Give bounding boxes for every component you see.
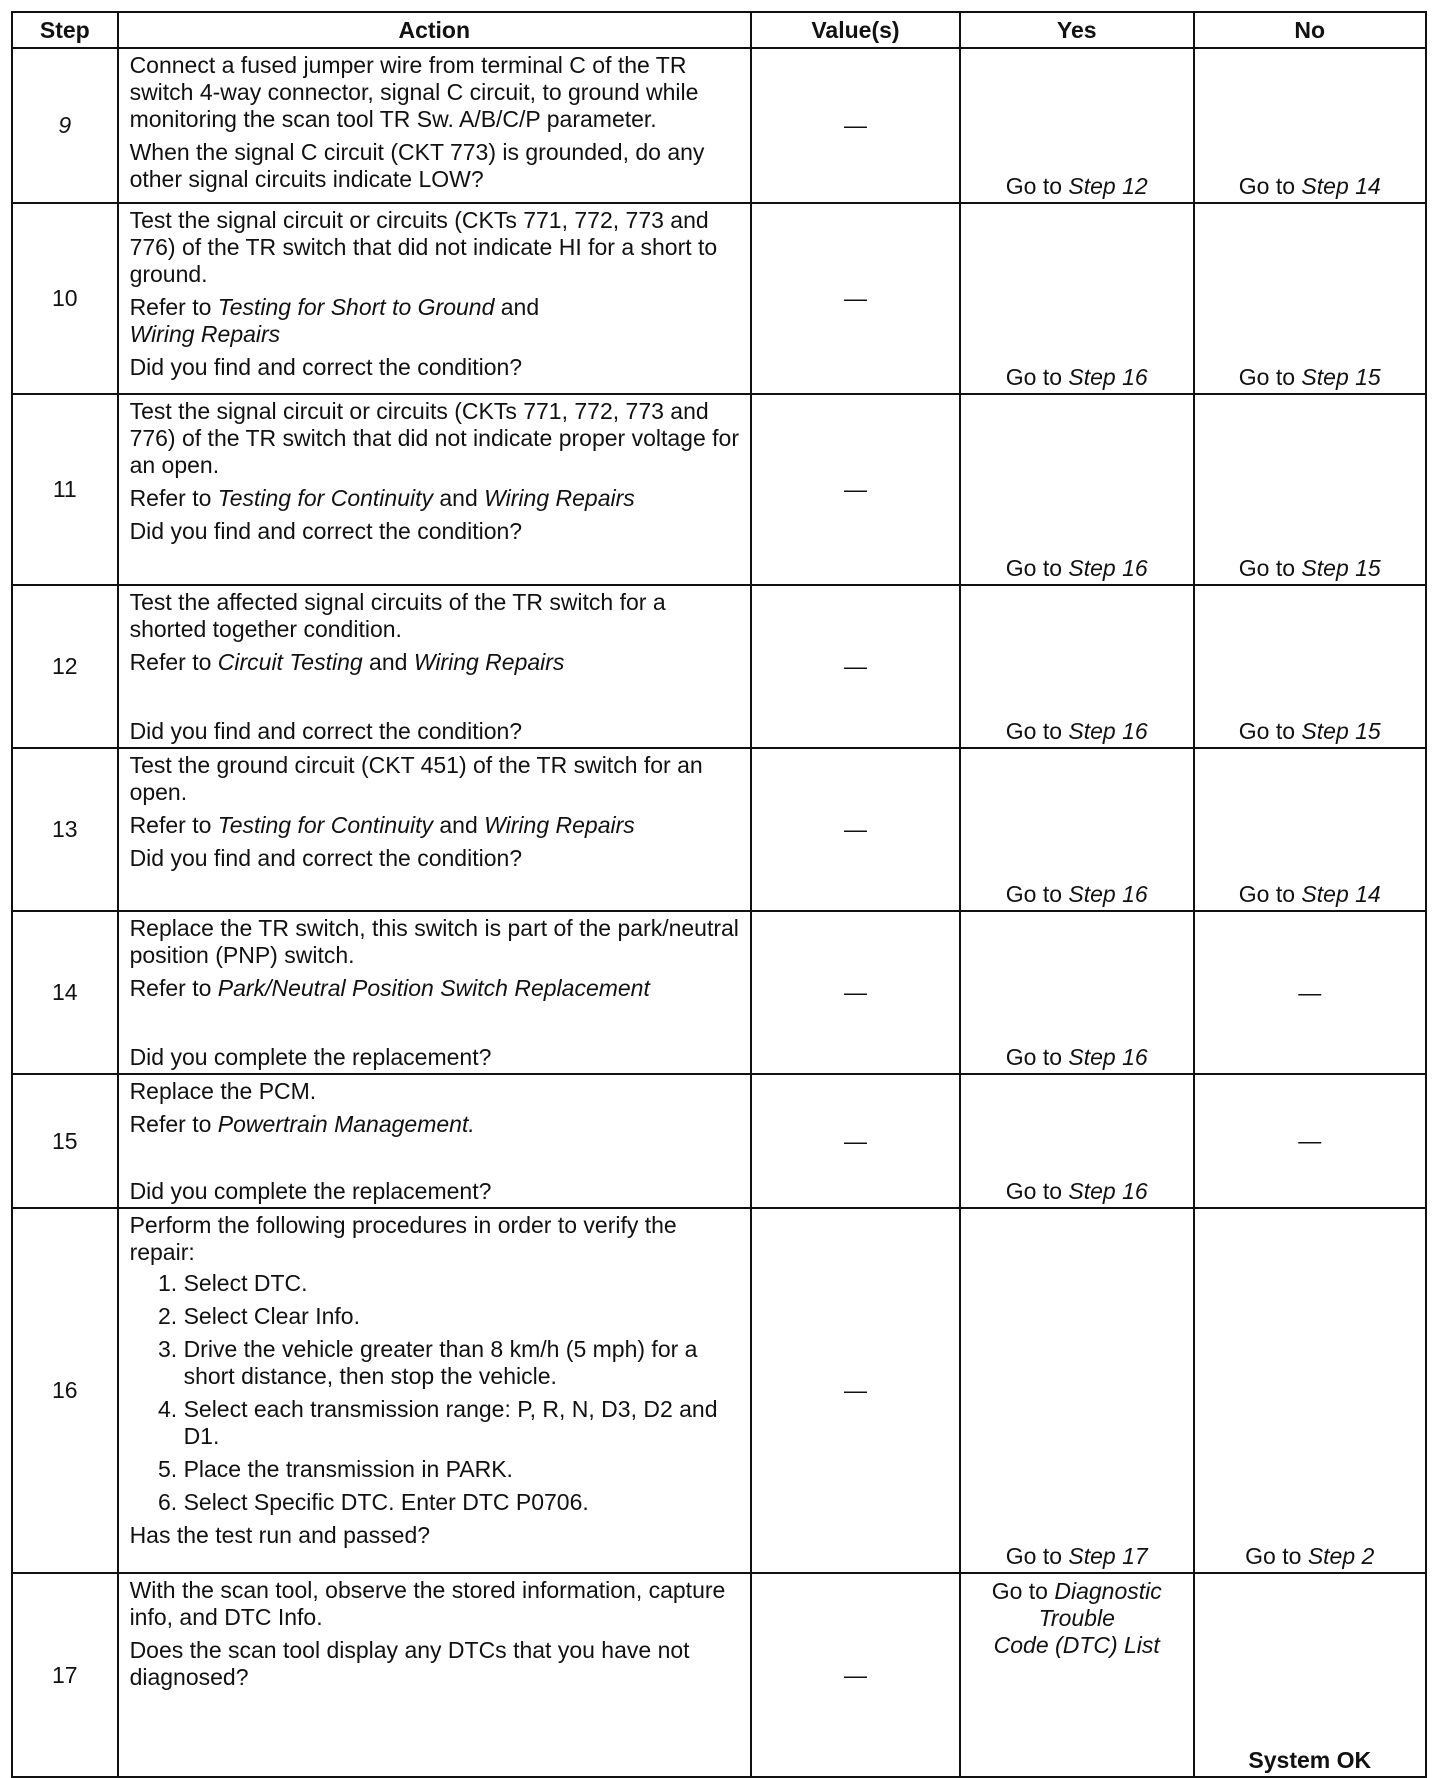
header-values: Value(s) bbox=[751, 12, 960, 48]
step-link[interactable]: Step 16 bbox=[1068, 1178, 1148, 1204]
table-row bbox=[12, 1208, 1426, 1573]
yes-outcome: Go to Step 16 bbox=[1005, 1044, 1148, 1070]
action-instruction: Test the ground circuit (CKT 451) of the TR switch for an open. bbox=[129, 752, 703, 805]
header-action: Action bbox=[118, 12, 751, 48]
step-number: 14 bbox=[12, 911, 118, 1074]
action-cell bbox=[118, 1573, 751, 1777]
action-question: Did you complete the replacement? bbox=[129, 1178, 492, 1204]
table-row bbox=[12, 1074, 1426, 1208]
step-link[interactable]: Step 15 bbox=[1301, 555, 1381, 581]
action-reference: Refer to Park/Neutral Position Switch Replacement bbox=[129, 975, 650, 1001]
value-cell: — bbox=[751, 1573, 960, 1777]
action-cell bbox=[118, 48, 751, 203]
action-instruction: Test the signal circuit or circuits (CKTs 771, 772, 773 and 776) of the TR switch that did not indicate proper voltage for an open. bbox=[129, 398, 739, 478]
header-no: No bbox=[1194, 12, 1427, 48]
value-cell: — bbox=[751, 203, 960, 394]
no-outcome: Go to Step 15 bbox=[1238, 718, 1381, 744]
no-cell bbox=[1194, 1074, 1427, 1208]
procedure-list bbox=[130, 1270, 742, 1516]
header-yes: Yes bbox=[960, 12, 1194, 48]
yes-outcome: Go to Step 16 bbox=[1005, 718, 1148, 744]
step-link[interactable]: Step 12 bbox=[1068, 173, 1148, 199]
no-outcome: Go to Step 15 bbox=[1238, 364, 1381, 390]
no-cell bbox=[1194, 585, 1427, 748]
table-row bbox=[12, 203, 1426, 394]
list-item: 1. Select DTC. bbox=[184, 1270, 742, 1297]
action-reference: Refer to Testing for Continuity and Wiring Repairs bbox=[129, 812, 635, 838]
table-row bbox=[12, 585, 1426, 748]
yes-cell bbox=[960, 203, 1194, 394]
yes-outcome: Go to Step 16 bbox=[1005, 364, 1148, 390]
yes-outcome: Go to Step 17 bbox=[1005, 1543, 1148, 1569]
yes-cell bbox=[960, 48, 1194, 203]
reference-link[interactable]: Management. bbox=[334, 1111, 475, 1137]
no-cell bbox=[1194, 911, 1427, 1074]
action-question: Did you find and correct the condition? bbox=[129, 518, 523, 544]
reference-link[interactable]: Wiring Repairs bbox=[484, 485, 635, 511]
list-item: 3. Drive the vehicle greater than 8 km/h (5 mph) for a short distance, then stop the vehicle. bbox=[184, 1336, 742, 1390]
step-link[interactable]: Step 16 bbox=[1068, 555, 1148, 581]
action-instruction: Replace the TR switch, this switch is part of the park/neutral position (PNP) switch. bbox=[129, 915, 739, 968]
no-cell bbox=[1194, 748, 1427, 911]
no-cell bbox=[1194, 48, 1427, 203]
reference-link[interactable]: Testing for Continuity bbox=[217, 485, 433, 511]
step-number: 12 bbox=[12, 585, 118, 748]
action-question: Did you find and correct the condition? bbox=[129, 718, 523, 744]
step-link[interactable]: Step 16 bbox=[1068, 881, 1148, 907]
value-cell: — bbox=[751, 48, 960, 203]
no-cell bbox=[1194, 1208, 1427, 1573]
action-reference: Refer to Powertrain Management. bbox=[129, 1111, 475, 1137]
system-ok-label: System OK bbox=[1248, 1747, 1372, 1773]
list-item: 4. Select each transmission range: P, R, N, D3, D2 and D1. bbox=[184, 1396, 742, 1450]
list-item: 2. Select Clear Info. bbox=[184, 1303, 742, 1330]
step-link[interactable]: Step 15 bbox=[1301, 364, 1381, 390]
yes-outcome: Go to Step 16 bbox=[1005, 1178, 1148, 1204]
list-item: 5. Place the transmission in PARK. bbox=[184, 1456, 742, 1483]
no-outcome: Go to Step 2 bbox=[1245, 1543, 1375, 1569]
yes-outcome: Go to Diagnostic Trouble Code (DTC) List bbox=[991, 1578, 1162, 1658]
no-outcome: Go to Step 15 bbox=[1238, 555, 1381, 581]
reference-link[interactable]: Testing for Continuity bbox=[217, 812, 433, 838]
yes-outcome: Go to Step 12 bbox=[1005, 173, 1148, 199]
action-question: Did you find and correct the condition? bbox=[129, 845, 523, 871]
value-cell: — bbox=[751, 1208, 960, 1573]
yes-cell bbox=[960, 1074, 1194, 1208]
action-cell bbox=[118, 203, 751, 394]
action-instruction: With the scan tool, observe the stored information, capture info, and DTC Info. bbox=[129, 1577, 726, 1630]
table-row bbox=[12, 48, 1426, 203]
value-cell: — bbox=[751, 1074, 960, 1208]
action-cell bbox=[118, 1074, 751, 1208]
no-cell bbox=[1194, 1573, 1427, 1777]
action-instruction: Connect a fused jumper wire from terminal C of the TR switch 4-way connector, signal C circuit, to ground while monitoring the scan tool TR Sw. A/B/C/P parameter. bbox=[129, 52, 699, 132]
action-question: Does the scan tool display any DTCs that you have not diagnosed? bbox=[129, 1637, 690, 1690]
list-item: 6. Select Specific DTC. Enter DTC P0706. bbox=[184, 1489, 742, 1516]
action-question: Did you complete the replacement? bbox=[129, 1044, 492, 1070]
action-cell bbox=[118, 1208, 751, 1573]
action-cell bbox=[118, 911, 751, 1074]
reference-link[interactable]: Wiring Repairs bbox=[413, 649, 565, 675]
step-number: 16 bbox=[12, 1208, 118, 1573]
dtc-list-link[interactable]: Code (DTC) List bbox=[993, 1632, 1160, 1658]
step-link[interactable]: Step 14 bbox=[1301, 173, 1381, 199]
no-outcome: — bbox=[1298, 1127, 1322, 1154]
yes-outcome: Go to Step 16 bbox=[1005, 881, 1148, 907]
no-cell bbox=[1194, 394, 1427, 585]
value-cell: — bbox=[751, 394, 960, 585]
yes-cell bbox=[960, 1573, 1194, 1777]
step-number: 15 bbox=[12, 1074, 118, 1208]
step-number: 11 bbox=[12, 394, 118, 585]
step-number: 10 bbox=[12, 203, 118, 394]
reference-link[interactable]: Powertrain bbox=[217, 1111, 328, 1137]
action-question: Has the test run and passed? bbox=[129, 1522, 431, 1548]
step-link[interactable]: Step 14 bbox=[1301, 881, 1381, 907]
yes-cell bbox=[960, 911, 1194, 1074]
reference-link[interactable]: Wiring Repairs bbox=[484, 812, 635, 838]
reference-link[interactable]: Park/Neutral Position Switch Replacement bbox=[217, 975, 650, 1001]
step-number: 13 bbox=[12, 748, 118, 911]
diagnostic-table bbox=[11, 11, 1427, 1778]
step-link[interactable]: Step 16 bbox=[1068, 718, 1148, 744]
step-number: 9 bbox=[12, 48, 118, 203]
yes-cell bbox=[960, 748, 1194, 911]
header-step: Step bbox=[12, 12, 118, 48]
table-row bbox=[12, 911, 1426, 1074]
step-link[interactable]: Step 15 bbox=[1301, 718, 1381, 744]
value-cell: — bbox=[751, 911, 960, 1074]
reference-link[interactable]: Wiring Repairs bbox=[129, 321, 281, 347]
dtc-list-link[interactable]: Diagnostic bbox=[1054, 1578, 1162, 1604]
yes-cell bbox=[960, 394, 1194, 585]
no-outcome: Go to Step 14 bbox=[1238, 173, 1381, 199]
step-link[interactable]: Step 16 bbox=[1068, 364, 1148, 390]
no-outcome: Go to Step 14 bbox=[1238, 881, 1381, 907]
yes-cell bbox=[960, 585, 1194, 748]
no-outcome: — bbox=[1298, 979, 1322, 1005]
reference-link[interactable]: Testing for Short to Ground bbox=[217, 294, 495, 320]
action-question: Did you find and correct the condition? bbox=[129, 354, 523, 380]
step-number: 17 bbox=[12, 1573, 118, 1777]
dtc-list-link[interactable]: Trouble bbox=[1038, 1605, 1115, 1631]
table-row bbox=[12, 1573, 1426, 1777]
action-question: When the signal C circuit (CKT 773) is grounded, do any other signal circuits indicate LOW? bbox=[129, 139, 705, 192]
action-instruction: Test the signal circuit or circuits (CKTs 771, 772, 773 and 776) of the TR switch that did not indicate HI for a short to ground. bbox=[129, 207, 718, 287]
action-instruction: Test the affected signal circuits of the TR switch for a shorted together condition. bbox=[129, 589, 666, 642]
table-header-row bbox=[12, 12, 1426, 48]
no-cell bbox=[1194, 203, 1427, 394]
table-row bbox=[12, 748, 1426, 911]
action-reference: Refer to Testing for Continuity and Wiring Repairs bbox=[129, 485, 635, 511]
action-cell bbox=[118, 394, 751, 585]
action-cell bbox=[118, 748, 751, 911]
step-link[interactable]: Step 16 bbox=[1068, 1044, 1148, 1070]
step-link[interactable]: Step 17 bbox=[1068, 1543, 1148, 1569]
action-instruction: Replace the PCM. bbox=[129, 1078, 317, 1104]
reference-link[interactable]: Circuit Testing bbox=[217, 649, 363, 675]
action-instruction: Perform the following procedures in order to verify the repair: bbox=[129, 1212, 677, 1265]
value-cell: — bbox=[751, 748, 960, 911]
action-reference: Refer to Testing for Short to Ground and Wiring Repairs bbox=[129, 294, 540, 347]
yes-cell bbox=[960, 1208, 1194, 1573]
yes-outcome: Go to Step 16 bbox=[1005, 555, 1148, 581]
action-reference: Refer to Circuit Testing and Wiring Repairs bbox=[129, 649, 565, 675]
value-cell: — bbox=[751, 585, 960, 748]
step-link[interactable]: Step 2 bbox=[1307, 1543, 1375, 1569]
table-row bbox=[12, 394, 1426, 585]
action-cell bbox=[118, 585, 751, 748]
